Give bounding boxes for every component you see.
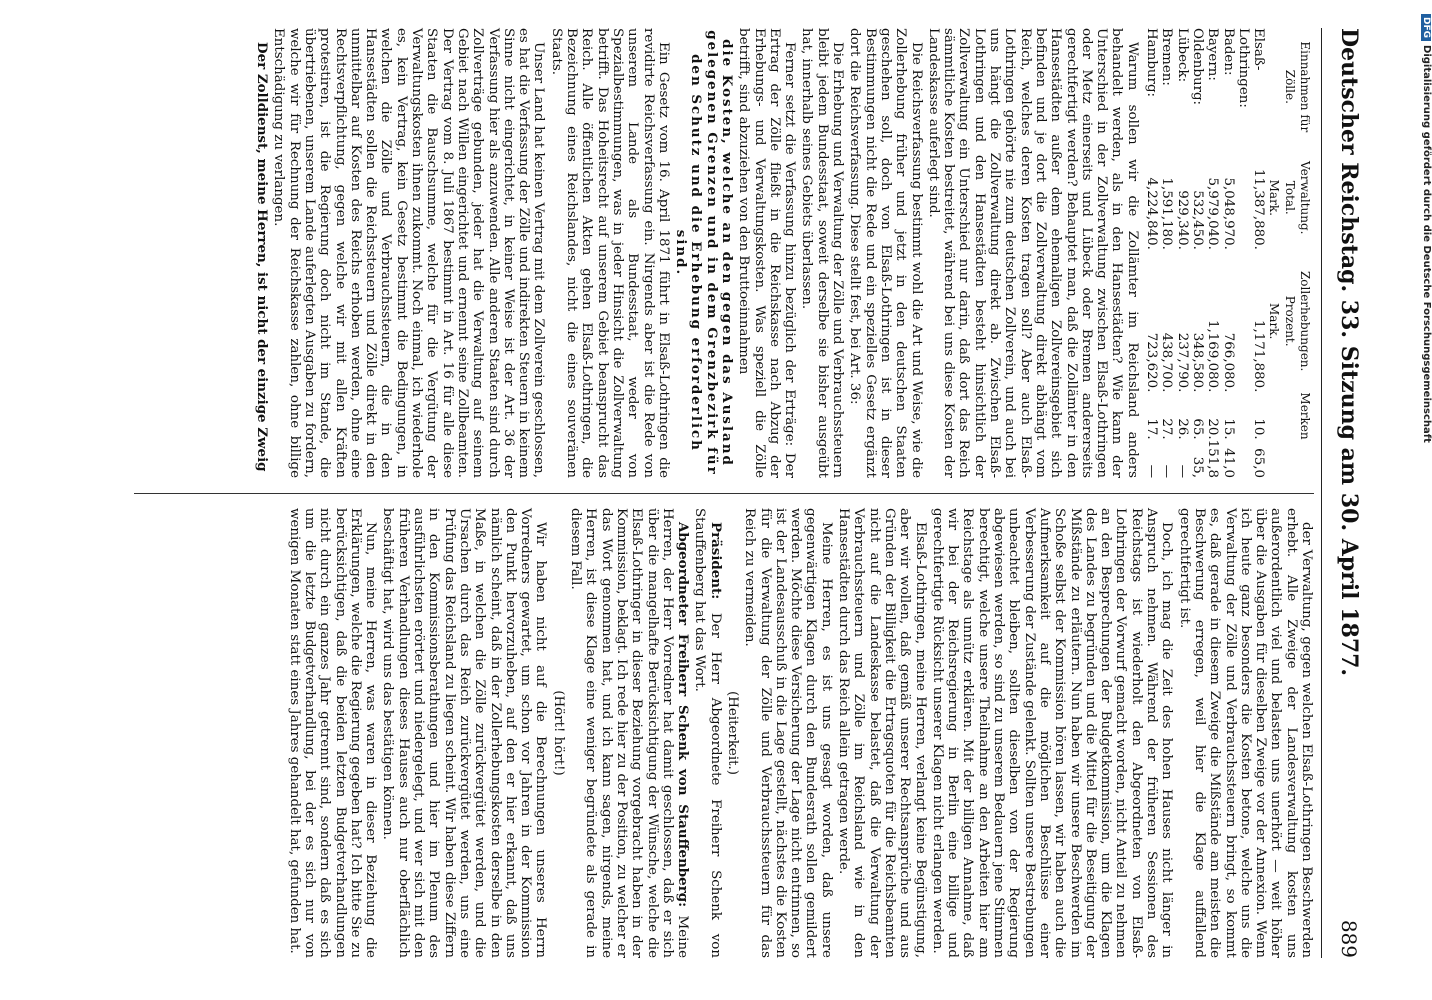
speaker-label: Abgeordneter Freiherr Schenk von Stauffenberg: xyxy=(675,522,692,908)
page-number: 889 xyxy=(1337,919,1361,958)
table-cell: — xyxy=(1144,464,1160,478)
table-cell: 17. xyxy=(1144,418,1160,440)
table-cell: 1,591,180. xyxy=(1159,177,1175,250)
customs-revenue-table xyxy=(1144,28,1312,478)
table-cell: 4,224,840. xyxy=(1144,177,1160,250)
table-cell: 11,387,880. xyxy=(1251,168,1267,250)
table-row xyxy=(1144,28,1159,478)
table-row-label: Bremen: xyxy=(1159,28,1175,86)
table-cell: 35, xyxy=(1189,456,1205,478)
running-head: Deutscher Reichstag. 33. Sitzung am 30. April 1877. xyxy=(1336,28,1362,677)
table-cell: 237,790. xyxy=(1174,332,1190,393)
paragraph: Warum sollen wir die Zollämter im Reichsland anders behandelt werden, als in den Hansestädten? Wie kann der Unterschied in der Zollverwaltung zwischen Elsaß-Lothringen oder Metz einerseits und Lübeck oder Bremen andererseits gerechtfertigt werden? Behauptet man, daß die Zollämter in den Hansestädten außer dem ehemaligen Zollvereinsgebiet sich befinden und je dort die Zollverwaltung direkt abhängt vom Reich, welches deren Kosten tragen soll? Aber auch Elsaß-Lothringen gehörte nie zum deutschen Zollverein, und auch bei uns hängt die Zollverwaltung direkt ab. Zwischen Elsaß-Lothringen und den Hansestädten besteht hinsichtlich der Zollverwaltung ein Unterschied nur darin, daß dort das Reich sämmtliche Kosten bestreitet, während bei uns diese Kosten der Landeskasse auferlegt sind. xyxy=(925,28,1140,478)
table-cell: — xyxy=(1174,464,1190,478)
table-cell: 348,580. xyxy=(1189,332,1205,393)
table-row-label: Baden: xyxy=(1220,28,1236,76)
table-unit-cell: Mark. xyxy=(1267,303,1282,340)
table-row-label: Hamburg: xyxy=(1144,28,1160,98)
table-units-row xyxy=(1266,28,1281,478)
paragraph: Unser Land hat keinen Vertrag mit dem Zollverein geschlossen, es hat die Verfassung der Zölle und indirekten Steuern in keinem Sinne nicht eingerichtet, in keiner Weise ist der Art. 36 der Verfassung hier als anzuwenden. Alle anderen Staaten sind durch Zollverträge gebunden, jeder hat die Verwaltung auf seinem Gebiet nach Willen eingerichtet und ernennt seine Zollbeamten. Der Vertrag vom 8. Juli 1867 bestimmt in Art. 16 für alle diese Staaten die Bauschsumme, welche für die Vergütung der Verwaltungskosten ihnen zukommt. Noch einmal, ich wiederhole es, kein Vertrag, kein Gesetz bestimmt die Bedingungen, in welchen die Zölle und Verbrauchssteuern, die in den Hansestädten sollen die Reichssteuern und Zölle direkt in den unmittelbar auf Kosten des Reichs erhoben werden, ohne eine Rechtsverpflichtung, gegen welche wir mit allen Kräften protestiren, ist die Regierung doch nicht im Stande, die übertriebenen, unserem Lande auferlegten Ausgaben zu fordern, welche wir für Rechnung der Reichskasse zahlen, ohne billige Entschädigung zu verlangen. xyxy=(271,28,547,478)
emphasized-quote: die Kosten, welche an den gegen das Ausland gelegenen Grenzen und in dem Grenzbezirk für den Schutz und die Erhebung erforderlich sind. xyxy=(673,30,736,476)
table-cell: 20. xyxy=(1205,418,1221,440)
paragraph: Die Reichsverfassung bestimmt wohl die Art und Weise, wie die Zollerhebung früher und jetzt in den deutschen Staaten geschehen soll, doch von Elsaß-Lothringen ist in dieser Bestimmungen nicht die Rede und ein spezielles Gesetz ergänzt dort die Reichsverfassung. Diese stellt fest, bei Art. 36: xyxy=(847,28,924,478)
dfg-credit xyxy=(1421,14,1432,443)
speaker-paragraph xyxy=(568,508,690,958)
table-cell: 929,340. xyxy=(1174,190,1190,250)
table-cell: — xyxy=(1159,464,1175,478)
paragraph: Der Zolldienst, meine Herren, ist nicht der einzige Zweig xyxy=(254,42,271,472)
table-row xyxy=(1174,28,1189,478)
left-column xyxy=(134,28,1314,478)
speaker-text: Der Herr Abgeordnete Freiherr Schenk von Stauffenberg hat das Wort. xyxy=(692,508,723,958)
paragraph: Nun, meine Herren, was waren in dieser Beziehung die Erklärungen, welche die Regierung gegeben hat? Ich bitte Sie zu berücksichtigen, daß die beiden letzten Budgetverhandlungen nicht durch ein ganzes Jahr getrennt sind, sondern daß es sich um die letzte Budgetverhandlung, bei der es sich nur von wenigen Monaten statt eines Jahres gehandelt hat, gefunden hat. xyxy=(286,508,379,958)
speaker-paragraph xyxy=(692,508,723,958)
table-cell: 151,8 xyxy=(1205,439,1221,478)
paragraph: der Verwaltung, gegen welchen Elsaß-Lothringen Beschwerden erhebt. Alle Zweige der Landesverwaltung kosten uns außerordentlich viel und belasten uns unerhört — weit höher über die Ausgaben für dieselben Zweige vor der Annexion. Wenn ich heute ganz besonders die Kosten betone, welche uns die Verwaltung der Zölle und Verbrauchssteuern bringt, so kommt es, daß gerade in diesem Zweige die Mißstände am meisten die Beschwerung erregen, weil hier die Klage auffallend gerechtfertigt ist. xyxy=(1176,508,1314,958)
page-header xyxy=(1321,28,1362,958)
table-header-cell: Verwaltung. Total. xyxy=(1282,161,1312,235)
table-row xyxy=(1236,28,1267,478)
speaker-label: Präsident: xyxy=(707,522,724,600)
interjection: (Hört! hört!) xyxy=(550,690,566,776)
table-row xyxy=(1159,28,1174,478)
rotated-page-content xyxy=(132,28,1362,958)
paragraph: Meine Herren, es ist uns gesagt worden, daß unsere gegenwärtigen Klagen durch den Bundesrath sollen gemildert werden. Möchte diese Versicherung der Lage nicht entrinnen, so ist der Landesausschuß in die Lage gestellt, nächstes die Kosten für die Verwaltung der Zölle und Verbrauchssteuern für das Reich zu vermeiden. xyxy=(742,508,834,958)
table-cell: 5,979,040. xyxy=(1205,177,1221,250)
paragraph: Ferner setzt die Verfassung hinzu bezüglich der Erträge: Der Ertrag der Zölle fließt in die Reichskasse nach Abzug der Erhebungs- und Verwaltungskosten. Was speziell die Zölle betrifft, sind abzuziehen von den Bruttoeinnahmen xyxy=(736,28,798,478)
table-cell: 65. xyxy=(1189,418,1205,440)
column-divider xyxy=(134,493,1314,494)
table-cell: 723,620. xyxy=(1144,332,1160,393)
table-cell: 10. xyxy=(1251,418,1267,440)
table-row-label: Oldenburg: xyxy=(1189,28,1205,106)
dfg-logo: DFG xyxy=(1421,14,1431,41)
table-cell: 5,048,970. xyxy=(1220,177,1236,250)
paragraph: Wir haben nicht auf die Berechnungen unseres Herrn Vorredners gewartet, um schon vor Jahren in der Kommission den Punkt hervorzuheben, auf den er hier erkannt, daß uns nämlich scheint, daß in der Zollerhebungskosten derselbe in den Maße, in welchen die Zölle zurückvergütet werden, und die Ursachen durch das Reich zurückvergütet werden, uns eine Prüfung das Reichsland zu liegen scheint. Wir haben diese Ziffern in den Kommissionsberathungen und hier im Plenum des ausführlichsten erörtert und niedergelegt, und wer sich mit den früheren Verhandlungen dieses Hauses auch nur oberflächlich beschäftigt hat, wird uns das bestätigen können. xyxy=(380,508,549,958)
table-header-cell: Zollerhebungen. Prozent. xyxy=(1282,270,1312,372)
table-cell: 27. xyxy=(1159,418,1175,440)
table-header-cell: Merken xyxy=(1298,392,1312,440)
table-row-label: Lübeck: xyxy=(1174,28,1190,83)
table-cell: 26. xyxy=(1174,418,1190,440)
speaker-text: Meine Herren, der Herr Vorredner hat damit geschlossen, daß er sich über die mangelhafte Berücksichtigung der Wünsche, welche die Elsaß-Lothringer in dieser Beziehung vorgebracht haben in der Kommission, beklagt. Ich rede hier zu der Position, zu welcher er das Wort genommen hat, und ich kann sagen, nirgends, meine Herren, ist diese Klage eine weniger begründete als gerade in diesem Fall. xyxy=(568,508,691,958)
table-header-row xyxy=(1281,28,1312,478)
table-unit-cell: Mark. xyxy=(1267,179,1282,216)
table-cell: 65,0 xyxy=(1251,448,1267,478)
paragraph: Ein Gesetz vom 16. April 1871 führt in Elsaß-Lothringen die revidirte Reichsverfassung ein. Nirgends aber ist die Rede von unserem Lande als Bundesstaat, weder von Spezialbestimmungen, was in jeder Hinsicht die Zollverwaltung betrifft. Das Hoheitsrecht auf unserem Gebiet beansprucht das Reich. Alle öffentlichen Akten gehen Elsaß-Lothringen, die Bezeichnung eines Reichslandes, nicht die eines souveränen Staats. xyxy=(548,28,671,478)
table-row xyxy=(1205,28,1220,478)
interjection: (Heiterkeit.) xyxy=(725,691,741,775)
table-row-label: Elsaß-Lothringen: xyxy=(1235,28,1267,108)
table-row xyxy=(1190,28,1205,478)
table-cell: 532,450. xyxy=(1189,190,1205,250)
quote-paragraph: Die Erhebung und Verwaltung der Zölle und Verbrauchssteuern bleibt jedem Bundesstaat, soweit derselbe sie bisher ausgeübt hat, innerhalb seines Gebiets überlassen. xyxy=(799,28,846,478)
table-cell: 1,169,080. xyxy=(1205,320,1221,393)
table-cell: 766,080. xyxy=(1220,332,1236,393)
table-cell: 41,0 xyxy=(1220,448,1236,478)
right-column xyxy=(134,508,1314,958)
table-header-cell: Einnahmen für Zölle. xyxy=(1282,41,1312,133)
table-cell: 15. xyxy=(1220,418,1236,440)
two-column-body xyxy=(134,28,1314,958)
table-cell: 1,171,880. xyxy=(1251,320,1267,393)
paragraph: Elsaß-Lothringen, meine Herren, verlangt keine Begünstigung, aber wir wollen, daß gemäß unserer Rechtsansprüche und aus Gründen der Billigkeit die Ertragsquoten für die Reichsbeamten nicht auf die Landeskasse belastet, daß die Verwaltung der Verbrauchssteuern und Zölle im Reichsland wie in den Hansestädten durch das Reich allein getragen werde. xyxy=(836,508,928,958)
table-cell: 438,700. xyxy=(1159,332,1175,393)
dfg-credit-text: Digitalisierung gefördert durch die Deutsche Forschungsgemeinschaft xyxy=(1421,45,1432,443)
table-row xyxy=(1220,28,1235,478)
paragraph: Doch, ich mag die Zeit des hohen Hauses nicht länger in Anspruch nehmen. Während der früheren Sessionen des Reichstags ist wiederholt den Abgeordneten von Elsaß-Lothringen der Vorwurf gemacht worden, nicht Anteil zu nehmen an den Besprechungen der Budgetkommission, um die Klagen des Landes zu begründen und die Mittel für die Beseitigung der Mißstände zu erläutern. Nun haben wir unsere Beschwerden im Schoße selbst der Kommission hören lassen, wir haben auch die Aufmerksamkeit auf die möglichen Beschlüsse einer Verbesserung der Zustände gelenkt. Sollten unsere Bestrebungen unbeachtet bleiben, sollten dieselben von der Regierung abgewiesen werden, so sind zu unserem Bedauern jene Stimmen berechtigt, welche unsere Theilnahme an den Arbeiten hier am Reichstage als unnütz erklären. Mit der billigen Annahme, daß wir bei der Reichsregierung in Berlin eine billige und gerechtfertigte Rücksicht unserer Klagen nicht erlangen werden. xyxy=(929,508,1175,958)
table-row-label: Bayern: xyxy=(1205,28,1221,81)
